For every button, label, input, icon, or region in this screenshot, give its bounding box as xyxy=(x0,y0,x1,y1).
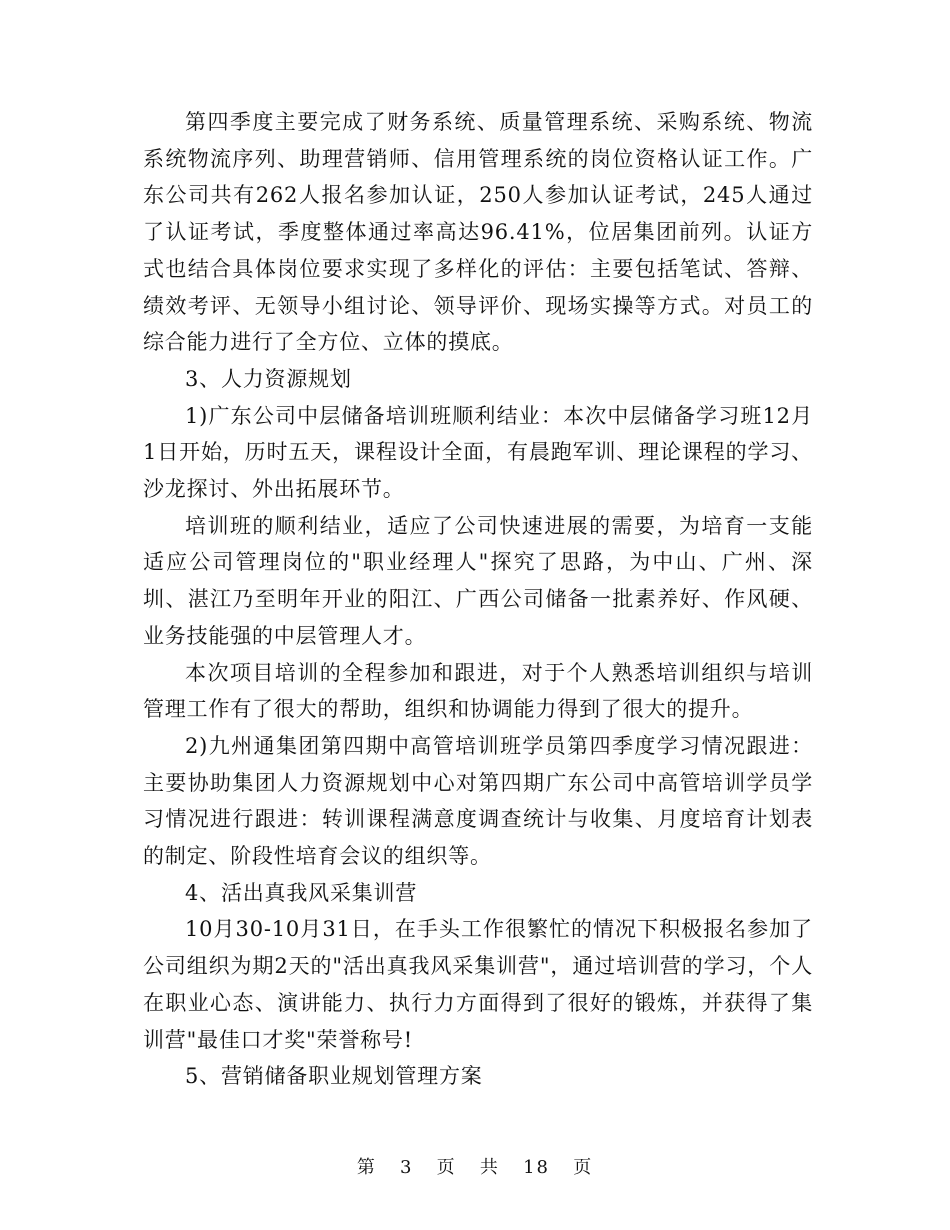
footer-label-page-unit: 页 xyxy=(436,1157,457,1178)
footer-label-total: 共 xyxy=(479,1157,500,1178)
paragraph-training-outcome: 培训班的顺利结业，适应了公司快速进展的需要，为培育一支能适应公司管理岗位的"职业经理人"探究了思路，为中山、广州、深圳、湛江乃至明年开业的阳江、广西公司储备一批素养好、作风硬、业务技能强的中层管理人才。 xyxy=(143,513,813,648)
footer-label-page: 第 xyxy=(356,1157,377,1178)
document-body xyxy=(143,104,813,1095)
section-heading-hr-planning: 3、人力资源规划 xyxy=(185,366,352,391)
paragraph-certification-summary: 第四季度主要完成了财务系统、质量管理系统、采购系统、物流系统物流序列、助理营销师、信用管理系统的岗位资格认证工作。广东公司共有262人报名参加认证，250人参加认证考试，245人通过了认证考试，季度整体通过率高达96.41%，位居集团前列。认证方式也结合具体岗位要求实现了多样化的评估：主要包括笔试、答辩、绩效考评、无领导小组讨论、领导评价、现场实操等方式。对员工的综合能力进行了全方位、立体的摸底。 xyxy=(143,110,813,355)
paragraph-middle-reserve-training: 1)广东公司中层储备培训班顺利结业：本次中层储备学习班12月1日开始，历时五天，课程设计全面，有晨跑军训、理论课程的学习、沙龙探讨、外出拓展环节。 xyxy=(143,403,813,502)
section-heading-camp: 4、活出真我风采集训营 xyxy=(185,880,418,905)
section-heading-marketing-plan: 5、营销储备职业规划管理方案 xyxy=(185,1064,483,1089)
footer-total-pages: 18 xyxy=(523,1157,550,1178)
page-footer xyxy=(0,1153,950,1179)
paragraph-senior-training-followup: 2)九州通集团第四期中高管培训班学员第四季度学习情况跟进：主要协助集团人力资源规划中心对第四期广东公司中高管培训学员学习情况进行跟进：转训课程满意度调查统计与收集、月度培育计划表的制定、阶段性培育会议的组织等。 xyxy=(143,733,813,869)
paragraph-personal-gain: 本次项目培训的全程参加和跟进，对于个人熟悉培训组织与培训管理工作有了很大的帮助，组织和协调能力得到了很大的提升。 xyxy=(143,660,813,722)
paragraph-camp-details: 10月30-10月31日，在手头工作很繁忙的情况下积极报名参加了公司组织为期2天的"活出真我风采集训营"，通过培训营的学习，个人在职业心态、演讲能力、执行力方面得到了很好的锻炼，并获得了集训营"最佳口才奖"荣誉称号! xyxy=(143,917,813,1052)
footer-label-total-unit: 页 xyxy=(573,1157,594,1178)
footer-current-page: 3 xyxy=(400,1157,414,1178)
